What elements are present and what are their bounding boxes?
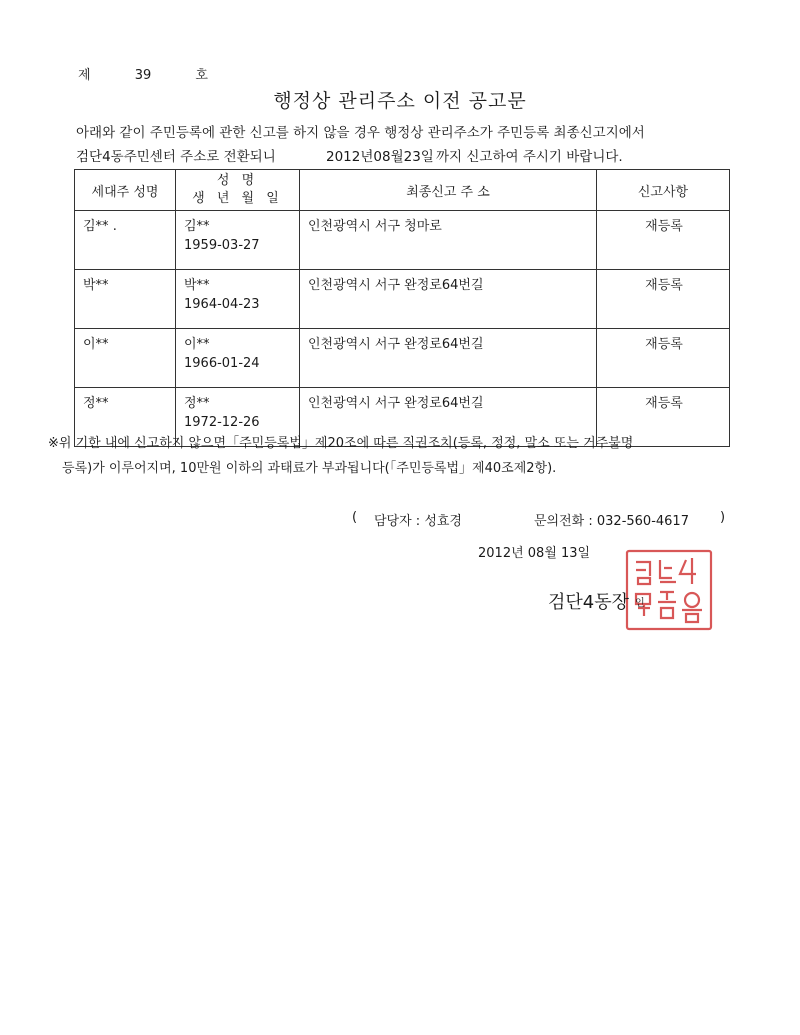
header-name: 성 명 (216, 173, 259, 188)
signature-title: 검단4동장 (548, 592, 630, 613)
intro-line-1: 아래와 같이 주민등록에 관한 신고를 하지 않을 경우 행정상 관리주소가 주민등록 최종신고지에서 (76, 125, 645, 141)
cell-status: 재등록 (597, 329, 730, 388)
header-name-dob (176, 170, 300, 211)
cell-status: 재등록 (597, 270, 730, 329)
notice-table (74, 169, 730, 447)
contact-manager: 담당자 : 성효경 (374, 514, 462, 529)
signature (548, 588, 645, 614)
table-header-row (75, 170, 730, 211)
cell-address: 인천광역시 서구 완정로64번길 (300, 388, 597, 447)
deadline-date: 2012년08월23일 (326, 149, 434, 165)
header-address: 최종신고 주 소 (300, 170, 597, 211)
doc-number-value: 39 (134, 68, 152, 83)
cell-address: 인천광역시 서구 청마로 (300, 211, 597, 270)
signature-mark: 인 (635, 598, 645, 609)
cell-name-dob (176, 270, 300, 329)
contact-close-paren: ) (720, 510, 726, 525)
notice-line-2: 등록)가 이루어지며, 10만원 이하의 과태료가 부과됩니다(「주민등록법」제40조제2항). (62, 461, 557, 476)
cell-address: 인천광역시 서구 완정로64번길 (300, 329, 597, 388)
cell-name-dob (176, 211, 300, 270)
header-status: 신고사항 (597, 170, 730, 211)
cell-name-dob (176, 329, 300, 388)
contact-open-paren: ( (352, 510, 358, 525)
cell-status: 재등록 (597, 388, 730, 447)
cell-dob: 1966-01-24 (184, 356, 260, 371)
cell-householder: 김** . (75, 211, 176, 270)
doc-number-suffix: 호 (195, 68, 208, 83)
issue-date: 2012년 08월 13일 (478, 546, 591, 561)
cell-dob: 1959-03-27 (184, 238, 260, 253)
notice-line-1: ※위 기한 내에 신고하지 않으면「주민등록법」제20조에 따른 직권조치(등록, 정정, 말소 또는 거주불명 (48, 436, 634, 451)
intro-line-2-tail: 까지 신고하여 주시기 바랍니다. (436, 149, 623, 165)
cell-householder: 이** (75, 329, 176, 388)
page-title: 행정상 관리주소 이전 공고문 (273, 90, 527, 112)
table-row (75, 270, 730, 329)
table-row (75, 211, 730, 270)
cell-householder: 박** (75, 270, 176, 329)
cell-dob: 1972-12-26 (184, 415, 260, 430)
cell-name: 김** (184, 219, 210, 234)
contact-phone: 문의전화 : 032-560-4617 (534, 514, 689, 529)
cell-householder: 정** (75, 388, 176, 447)
cell-name: 정** (184, 396, 210, 411)
doc-number-prefix: 제 (78, 68, 91, 83)
cell-name: 이** (184, 337, 210, 352)
intro-line-2 (76, 145, 623, 165)
intro-line-2-lead: 검단4동주민센터 주소로 전환되니 (76, 149, 276, 165)
cell-name: 박** (184, 278, 210, 293)
document-number (78, 64, 208, 83)
cell-status: 재등록 (597, 211, 730, 270)
cell-address: 인천광역시 서구 완정로64번길 (300, 270, 597, 329)
header-householder: 세대주 성명 (75, 170, 176, 211)
cell-dob: 1964-04-23 (184, 297, 260, 312)
header-dob: 생 년 월 일 (192, 191, 283, 206)
table-row (75, 329, 730, 388)
